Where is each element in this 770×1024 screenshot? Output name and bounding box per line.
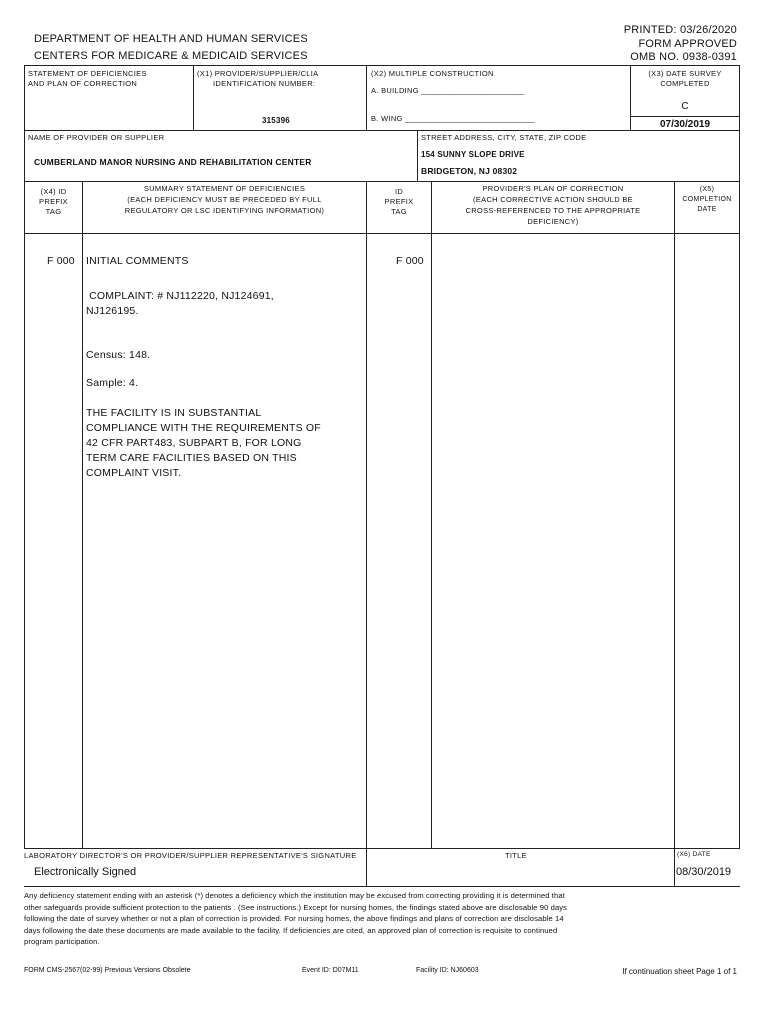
finding-line-5: COMPLAINT VISIT. <box>86 467 182 479</box>
signature-date: 08/30/2019 <box>676 866 732 878</box>
census: Census: 148. <box>86 349 151 361</box>
plan-header-3: CROSS-REFERENCED TO THE APPROPRIATE <box>465 206 641 215</box>
omb-number: OMB NO. 0938-0391 <box>630 51 737 63</box>
statement-label-1: STATEMENT OF DEFICIENCIES <box>28 69 147 78</box>
department-name: DEPARTMENT OF HEALTH AND HUMAN SERVICES <box>34 33 308 45</box>
summary-header-1: SUMMARY STATEMENT OF DEFICIENCIES <box>143 184 306 193</box>
rule-below-provider <box>24 181 740 182</box>
centers-name: CENTERS FOR MEDICARE & MEDICAID SERVICES <box>34 50 308 62</box>
continuation-page: If continuation sheet Page 1 of 1 <box>622 967 737 976</box>
x1-label-1: (X1) PROVIDER/SUPPLIER/CLIA <box>197 69 319 78</box>
finding-line-3: 42 CFR PART483, SUBPART B, FOR LONG <box>86 437 302 449</box>
x5-header-3: DATE <box>697 206 717 213</box>
x4-header-1: (X4) ID <box>40 187 67 196</box>
x3-label-2: COMPLETED <box>660 79 710 88</box>
rule-right <box>739 65 740 848</box>
rule-below-signature <box>24 886 740 887</box>
form-number: FORM CMS-2567(02-99) Previous Versions Obsolete <box>24 967 191 974</box>
disclaimer-line-1: Any deficiency statement ending with an asterisk (*) denotes a deficiency which the institution may be excused from correcting providing it is determined that <box>24 891 565 900</box>
printed-date: PRINTED: 03/26/2020 <box>623 24 737 36</box>
finding-line-2: COMPLIANCE WITH THE REQUIREMENTS OF <box>86 422 321 434</box>
rule-below-ids <box>24 130 740 131</box>
id-header-2: PREFIX <box>384 197 414 206</box>
disclaimer-line-3: following the date of survey whether or not a plan of correction is provided. For nursing homes, the above findings and plans of correction are disclosable 14 <box>24 914 564 923</box>
x5-header-1: (X5) <box>699 186 715 193</box>
statement-label-2: AND PLAN OF CORRECTION <box>28 79 138 88</box>
x2-building: A. BUILDING _______________________ <box>371 86 525 95</box>
complaint-line-2: NJ126195. <box>86 305 139 317</box>
signature-label: LABORATORY DIRECTOR'S OR PROVIDER/SUPPLIER REPRESENTATIVE'S SIGNATURE <box>24 851 357 860</box>
entry-prefix-tag: F 000 <box>47 255 75 267</box>
plan-header-2: (EACH CORRECTIVE ACTION SHOULD BE <box>473 195 633 204</box>
rule-x3-date <box>630 116 740 117</box>
provider-name: CUMBERLAND MANOR NURSING AND REHABILITATION CENTER <box>34 157 312 167</box>
rule-top <box>24 65 740 66</box>
x4-header-2: PREFIX <box>39 197 68 206</box>
rule-date-left <box>674 848 675 886</box>
sample: Sample: 4. <box>86 377 139 389</box>
rule-address-left <box>417 130 418 181</box>
x3-code: C <box>681 101 689 112</box>
disclaimer-line-2: other safeguards provide sufficient protection to the patients . (See instructions.) Except for nursing homes, the findings stated above are disclosable 90 days <box>24 902 568 912</box>
x3-date: 07/30/2019 <box>659 119 711 130</box>
x6-date-label: (X6) DATE <box>677 851 711 858</box>
x4-header-3: TAG <box>45 207 62 216</box>
x1-label-2: IDENTIFICATION NUMBER: <box>213 79 316 88</box>
city-state-zip: BRIDGETON, NJ 08302 <box>421 166 518 176</box>
id-header-3: TAG <box>391 207 407 216</box>
rule-col-id <box>431 181 432 848</box>
disclaimer <box>24 890 567 948</box>
rule-left <box>24 65 25 848</box>
rule-below-col-headers <box>24 233 740 234</box>
rule-col-x4 <box>82 181 83 848</box>
disclaimer-line-4: days following the date these documents are made available to the facility. If deficiencies are cited, an approved plan of correction is requisite to continued <box>24 925 558 935</box>
disclaimer-line-5: program participation. <box>24 937 100 946</box>
id-header-1: ID <box>394 187 404 196</box>
summary-header-2: (EACH DEFICIENCY MUST BE PRECEDED BY FULL <box>127 195 322 204</box>
plan-header-1: PROVIDER'S PLAN OF CORRECTION <box>482 184 624 193</box>
address-label: STREET ADDRESS, CITY, STATE, ZIP CODE <box>421 133 587 142</box>
rule-x1-left <box>193 65 194 130</box>
event-id: Event ID: D07M11 <box>302 967 359 974</box>
rule-x2-left <box>366 65 367 130</box>
entry-id-prefix-tag: F 000 <box>396 255 424 267</box>
provider-name-label: NAME OF PROVIDER OR SUPPLIER <box>28 133 165 142</box>
x2-wing: B. WING _____________________________ <box>371 114 535 123</box>
electronic-signature: Electronically Signed <box>34 866 137 878</box>
x3-label-1: (X3) DATE SURVEY <box>648 69 722 78</box>
rule-title-left <box>366 848 367 886</box>
x5-header-2: COMPLETION <box>682 196 732 203</box>
plan-header-4: DEFICIENCY) <box>527 217 579 226</box>
summary-header-3: REGULATORY OR LSC IDENTIFYING INFORMATION) <box>124 206 325 215</box>
street-address: 154 SUNNY SLOPE DRIVE <box>421 150 525 159</box>
facility-id: Facility ID: NJ60603 <box>416 967 479 974</box>
title-label: TITLE <box>505 851 527 860</box>
rule-signature <box>24 848 740 849</box>
provider-number: 315396 <box>262 116 290 125</box>
rule-col-summary <box>366 181 367 848</box>
form-approved: FORM APPROVED <box>638 38 737 50</box>
rule-col-plan <box>674 181 675 848</box>
finding-line-1: THE FACILITY IS IN SUBSTANTIAL <box>86 407 262 419</box>
finding-line-4: TERM CARE FACILITIES BASED ON THIS <box>86 452 297 464</box>
complaint-line-1: COMPLAINT: # NJ112220, NJ124691, <box>86 290 274 302</box>
x2-label: (X2) MULTIPLE CONSTRUCTION <box>371 69 494 78</box>
entry-title: INITIAL COMMENTS <box>86 255 189 267</box>
